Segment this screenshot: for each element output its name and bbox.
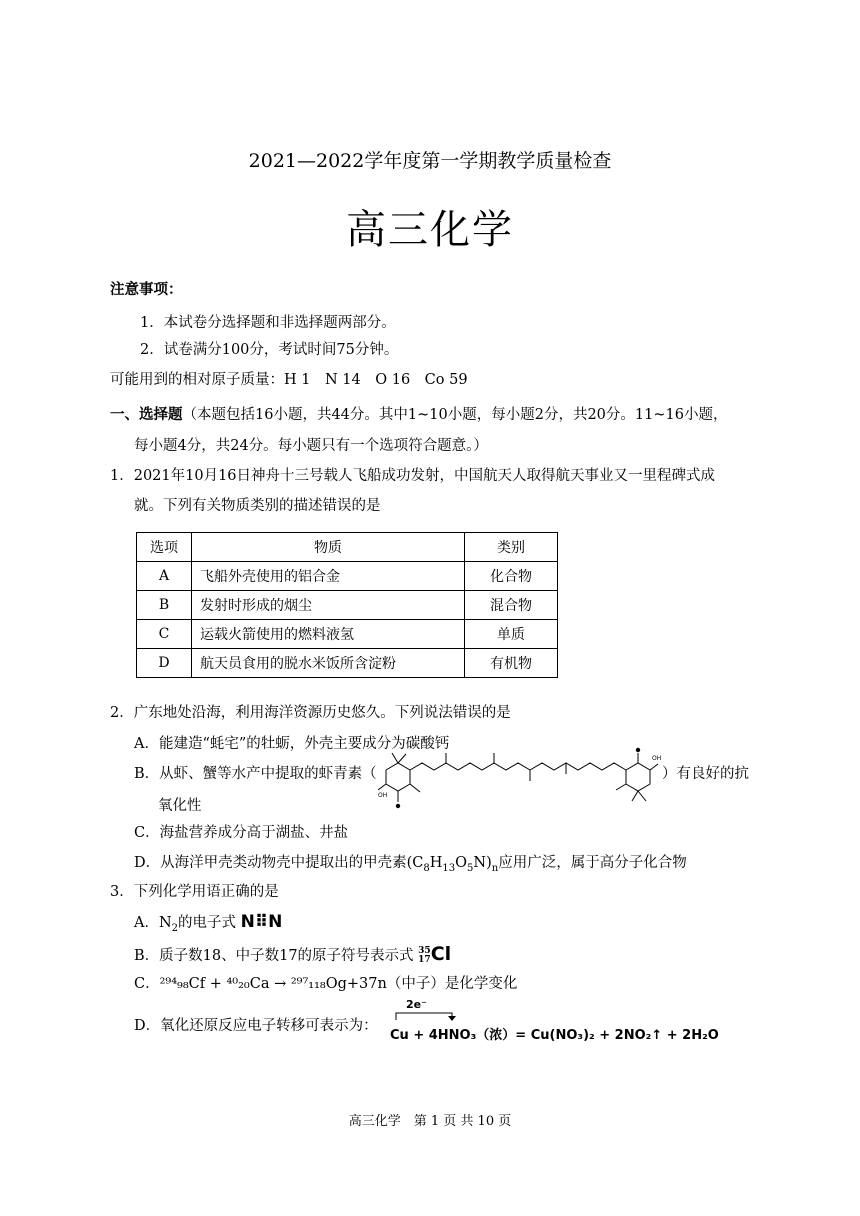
chlorine-atomic-number: 17 xyxy=(418,955,431,965)
table-header-row xyxy=(137,533,558,562)
q1-stem-1: 1．2021年10月16日神舟十三号载人飞船成功发射，中国航天人取得航天事业又一里程碑式成 xyxy=(110,468,716,484)
table-cell: 运载火箭使用的燃料液氢 xyxy=(192,620,465,649)
astaxanthin-structure-icon xyxy=(380,748,662,814)
q2-option-b-post: ）有良好的抗 xyxy=(662,766,749,782)
q3-option-b-pre: B．质子数18、中子数17的原子符号表示式 xyxy=(134,948,414,964)
table-cell: A xyxy=(137,562,192,591)
exam-title: 高三化学 xyxy=(346,207,514,253)
q2-option-c: C．海盐营养成分高于湖盐、井盐 xyxy=(134,825,349,841)
electron-count-label: 2e⁻ xyxy=(406,998,427,1011)
q1-table xyxy=(136,532,558,678)
table-row xyxy=(137,620,558,649)
chlorine-nuclide-numbers xyxy=(418,947,431,965)
q1-stem-2: 就。下列有关物质类别的描述错误的是 xyxy=(134,498,381,514)
section-1-desc-2: 每小题4分，共24分。每小题只有一个选项符合题意。） xyxy=(134,438,488,454)
q3-option-a-mid: 的电子式 xyxy=(178,915,237,931)
table-cell: C xyxy=(137,620,192,649)
atomic-masses: 可能用到的相对原子质量：H 1 N 14 O 16 Co 59 xyxy=(110,372,468,388)
q2-option-b-line-2: 氧化性 xyxy=(158,798,202,814)
table-cell: 化合物 xyxy=(465,562,558,591)
q2-option-d: D．从海洋甲壳类动物壳中提取出的甲壳素$(C_8H_{13}O_5N)_n$应用广泛，属于高分子化合物 xyxy=(134,855,687,874)
page-footer: 高三化学 第 1 页 共 10 页 xyxy=(348,1114,512,1129)
q3-option-a-pre: A．N xyxy=(134,915,172,931)
notice-item-2: 2．试卷满分100分，考试时间75分钟。 xyxy=(140,342,399,358)
q2-option-a: A．能建造“蚝宅”的牡蛎，外壳主要成分为碳酸钙 xyxy=(134,736,450,752)
table-cell: 混合物 xyxy=(465,591,558,620)
table-cell: 飞船外壳使用的铝合金 xyxy=(192,562,465,591)
table-cell: D xyxy=(137,649,192,678)
table-cell: 航天员食用的脱水米饭所含淀粉 xyxy=(192,649,465,678)
exam-subtitle: 2021—2022学年度第一学期教学质量检查 xyxy=(248,150,612,172)
q2-option-d-post: 应用广泛，属于高分子化合物 xyxy=(498,855,687,871)
notice-item-1: 1．本试卷分选择题和非选择题两部分。 xyxy=(140,315,396,331)
table-row xyxy=(137,649,558,678)
table-header-category: 类别 xyxy=(465,533,558,562)
section-1-line-1 xyxy=(110,405,727,425)
chlorine-symbol: Cl xyxy=(430,943,452,965)
chlorine-mass-number: 35 xyxy=(418,946,431,956)
table-header-option: 选项 xyxy=(137,533,192,562)
notice-heading: 注意事项： xyxy=(110,282,183,298)
table-cell: 有机物 xyxy=(465,649,558,678)
q2-option-b-pre: B．从虾、蟹等水产中提取的虾青素（ xyxy=(134,766,377,782)
table-cell: 发射时形成的烟尘 xyxy=(192,591,465,620)
q2-stem: 2．广东地处沿海，利用海洋资源历史悠久。下列说法错误的是 xyxy=(110,705,511,721)
oh-label-right: OH xyxy=(652,755,662,762)
nitrogen-electron-formula: N⠿N xyxy=(240,912,283,932)
q3-stem: 3．下列化学用语正确的是 xyxy=(110,884,279,900)
table-row xyxy=(137,562,558,591)
q2-option-d-pre: D．从海洋甲壳类动物壳中提取出的甲壳素(C xyxy=(134,855,424,871)
table-cell: 单质 xyxy=(465,620,558,649)
section-1-label: 一、选择题 xyxy=(110,407,183,423)
q3-option-b xyxy=(134,944,451,966)
q3-option-c: C．²⁹⁴₉₈Cf + ⁴⁰₂₀Ca → ²⁹⁷₁₁₈Og+37n（中子）是化学变化 xyxy=(134,976,518,992)
oh-label-left: OH xyxy=(378,792,388,799)
table-header-substance: 物质 xyxy=(192,533,465,562)
redox-equation: Cu + 4HNO₃（浓）= Cu(NO₃)₂ + 2NO₂↑ + 2H₂O xyxy=(390,1028,719,1043)
section-1-desc-1: （本题包括16小题，共44分。其中1~10小题，每小题2分，共20分。11~16小题， xyxy=(182,407,728,423)
q3-option-a: A．$N_2$的电子式 N⠿N xyxy=(134,912,283,934)
table-row xyxy=(137,591,558,620)
q3-option-d-pre: D．氧化还原反应电子转移可表示为： xyxy=(134,1018,378,1034)
table-cell: B xyxy=(137,591,192,620)
